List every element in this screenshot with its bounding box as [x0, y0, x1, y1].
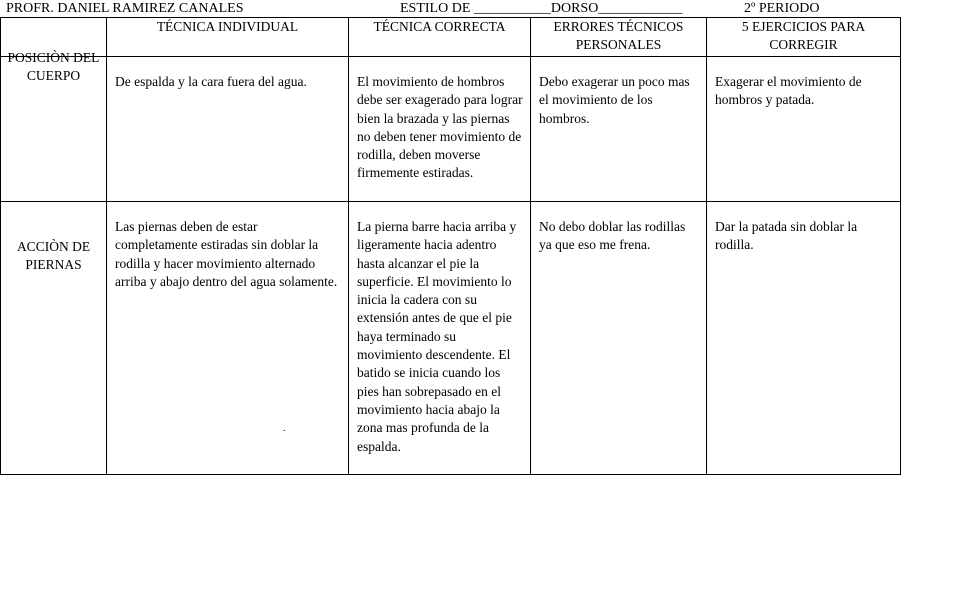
- cell-text: El movimiento de hombros debe ser exagerado para lograr bien la brazada y las piernas no deben tener movimiento de rodilla, deben moverse firmemente estiradas.: [357, 74, 523, 181]
- table-cell: [707, 202, 901, 475]
- column-header-exercises: 5 EJERCICIOS PARA CORREGIR: [707, 18, 901, 57]
- cell-text: Debo exagerar un poco mas el movimiento de los hombros.: [539, 74, 690, 126]
- cell-text: Dar la patada sin doblar la rodilla.: [715, 219, 858, 253]
- row-label-text: ACCIÒN DE PIERNAS: [16, 239, 91, 273]
- period-label: 2º PERIODO: [744, 1, 820, 16]
- cell-text: De espalda y la cara fuera del agua.: [115, 74, 307, 89]
- row-label-body-position: [1, 50, 107, 202]
- technique-table: [0, 17, 901, 475]
- column-header-errors: ERRORES TÉCNICOS PERSONALES: [531, 18, 707, 57]
- cell-text: No debo doblar las rodillas ya que eso me frena.: [539, 219, 686, 253]
- table-cell: [107, 57, 349, 202]
- cell-text: Exagerar el movimiento de hombros y patada.: [715, 74, 862, 108]
- table-cell: [107, 202, 349, 475]
- teacher-name: PROFR. DANIEL RAMIREZ CANALES: [6, 1, 244, 16]
- swim-style: ESTILO DE ___________DORSO____________: [400, 1, 683, 16]
- table-cell: [707, 57, 901, 202]
- column-header-individual: TÉCNICA INDIVIDUAL: [107, 18, 349, 57]
- column-header-correct: TÉCNICA CORRECTA: [349, 18, 531, 57]
- cell-text: La pierna barre hacia arriba y ligeramente hacia adentro hasta alcanzar el pie la superficie. El movimiento lo inicia la cadera con su extensión antes de que el pie haya terminado su movimiento descendente. El batido se inicia cuando los pies han sobrepasado en el movimiento hacia abajo la zona mas profunda de la espalda.: [357, 219, 517, 454]
- row-label-text: POSICIÒN DEL CUERPO: [7, 50, 100, 84]
- table-cell: [349, 202, 531, 475]
- table-row: [1, 57, 901, 202]
- table-cell: [349, 57, 531, 202]
- row-label-leg-action: [1, 202, 107, 475]
- table-cell: [531, 202, 707, 475]
- table-header-row: [1, 18, 901, 57]
- cell-text: Las piernas deben de estar completamente estiradas sin doblar la rodilla y hacer movimiento alternado arriba y abajo dentro del agua solamente.: [115, 219, 338, 289]
- stray-dot-mark: .: [283, 423, 286, 434]
- table-row: [1, 202, 901, 475]
- table-cell: [531, 57, 707, 202]
